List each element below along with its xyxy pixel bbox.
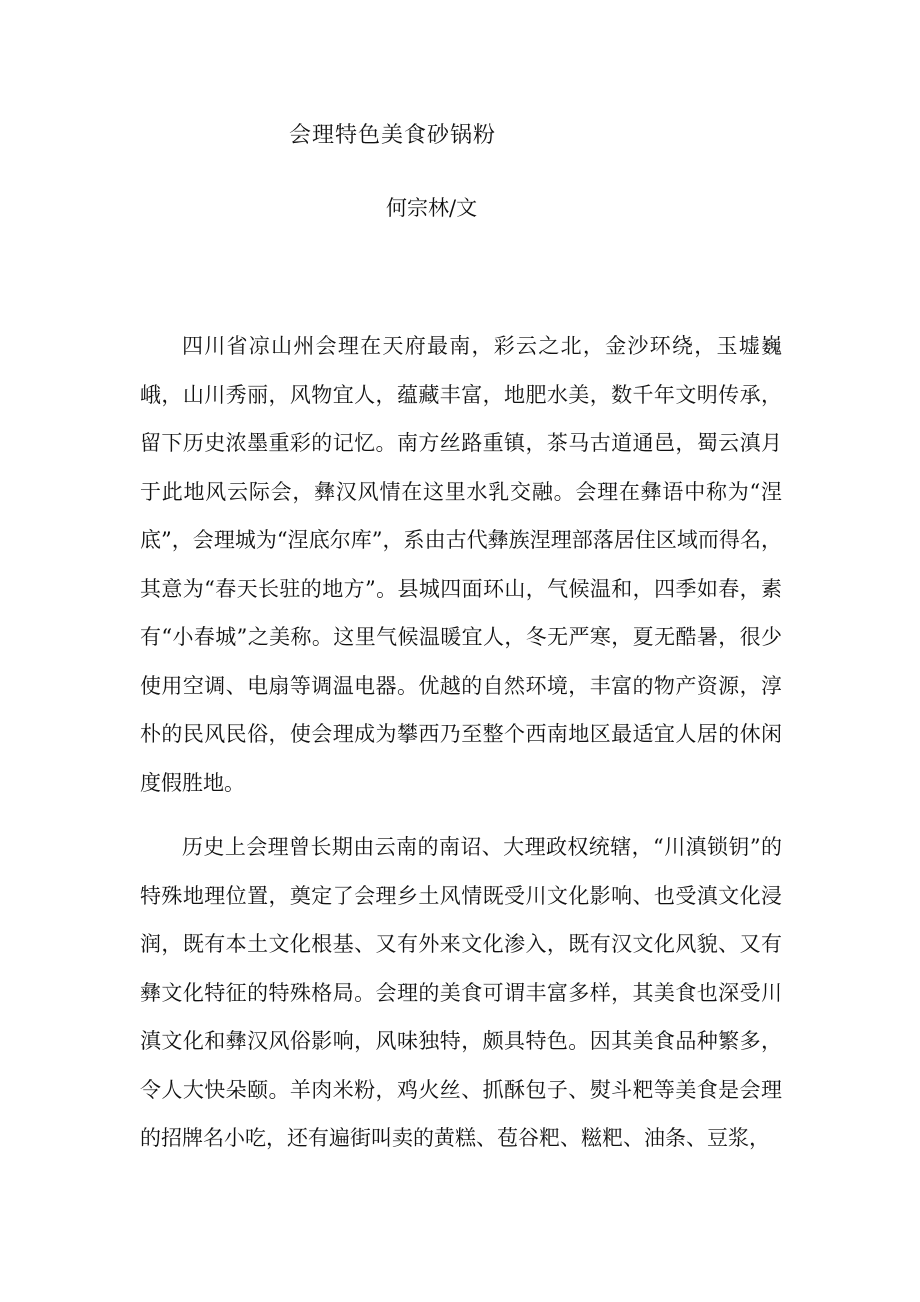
paragraph-1: 四川省凉山州会理在天府最南，彩云之北，金沙环绕，玉墟巍峨，山川秀丽，风物宜人，蕴藏丰富，地肥水美，数千年文明传承，留下历史浓墨重彩的记忆。南方丝路重镇，茶马古道通邑，蜀云滇月于此地风云际会，彝汉风情在这里水乳交融。会理在彝语中称为“涅底”，会理城为“涅底尔库”，系由古代彝族涅理部落居住区域而得名，其意为“春天长驻的地方”。县城四面环山，气候温和，四季如春，素有“小春城”之美称。这里气候温暖宜人，冬无严寒，夏无酷暑，很少使用空调、电扇等调温电器。优越的自然环境，丰富的物产资源，淳朴的民风民俗，使会理成为攀西乃至整个西南地区最适宜人居的休闲度假胜地。 bbox=[140, 334, 782, 795]
author-byline: 何宗林/文 bbox=[386, 196, 478, 220]
document-title: 会理特色美食砂锅粉 bbox=[289, 123, 497, 148]
paragraph-2: 历史上会理曾长期由云南的南诏、大理政权统辖，“川滇锁钥”的特殊地理位置，奠定了会理乡土风情既受川文化影响、也受滇文化浸润，既有本土文化根基、又有外来文化渗入，既有汉文化风貌、又有彝文化特征的特殊格局。会理的美食可谓丰富多样，其美食也深受川滇文化和彝汉风俗影响，风味独特，颇具特色。因其美食品种繁多，令人大快朵颐。羊肉米粉，鸡火丝、抓酥包子、熨斗粑等美食是会理的招牌名小吃，还有遍街叫卖的黄糕、苞谷粑、糍粑、油条、豆浆， bbox=[140, 835, 782, 1150]
